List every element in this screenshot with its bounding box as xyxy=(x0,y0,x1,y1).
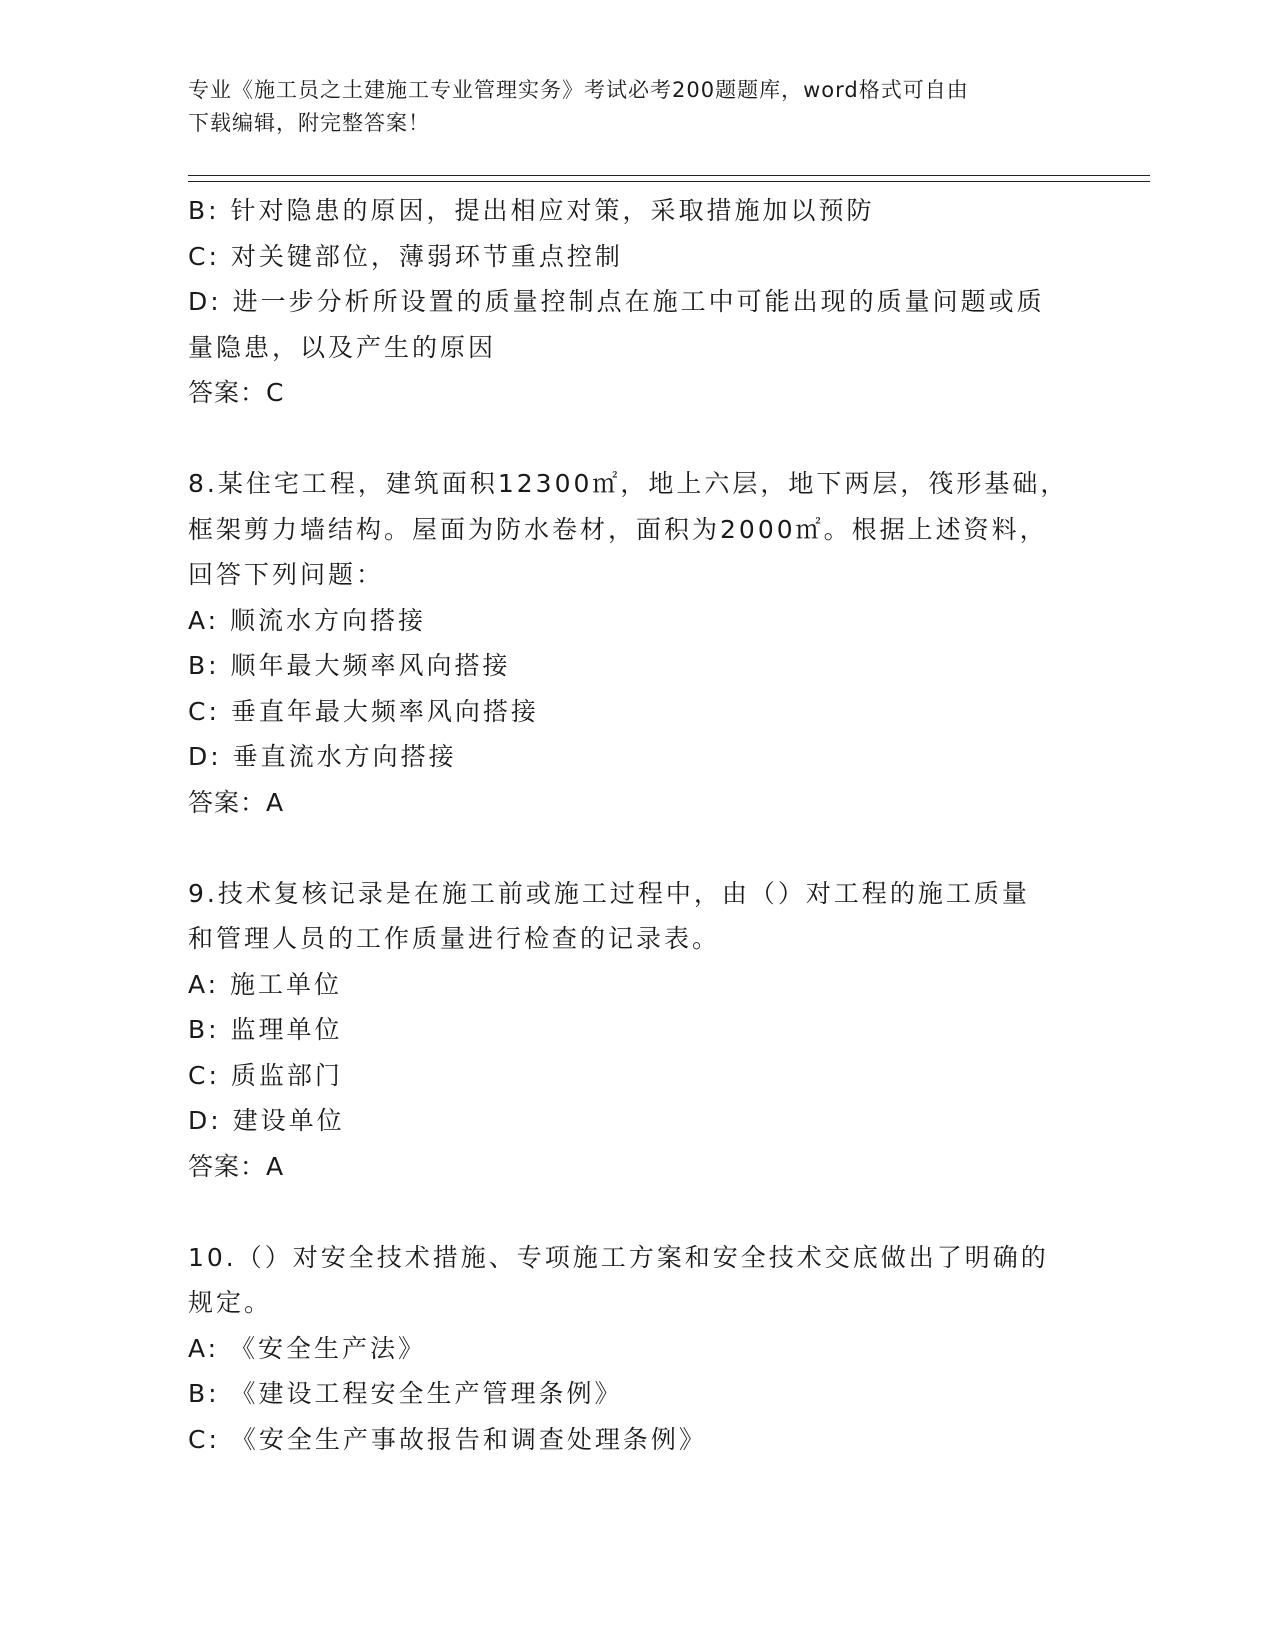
header-rule-top xyxy=(188,175,1150,176)
header-line-1: 专业《施工员之土建施工专业管理实务》考试必考200题题库，word格式可自由 xyxy=(188,78,969,102)
option-c: C: 质监部门 xyxy=(188,1060,343,1090)
question-text-line-1: 9.技术复核记录是在施工前或施工过程中，由（）对工程的施工质量 xyxy=(188,878,1030,908)
spacer xyxy=(188,825,1088,871)
question-list xyxy=(188,188,1088,1462)
spacer xyxy=(188,416,1088,462)
option-a: A: 顺流水方向搭接 xyxy=(188,605,427,635)
question-10 xyxy=(188,1235,1088,1463)
question-text-line-1: 8.某住宅工程，建筑面积12300㎡，地上六层，地下两层，筏形基础， xyxy=(188,469,1069,498)
option-c: C: 对关键部位，薄弱环节重点控制 xyxy=(188,241,623,271)
question-text-line-2: 规定。 xyxy=(188,1288,273,1317)
option-d: D: 建设单位 xyxy=(188,1106,345,1135)
question-text-line-2: 和管理人员的工作质量进行检查的记录表。 xyxy=(188,924,721,953)
option-c: C: 垂直年最大频率风向搭接 xyxy=(188,696,539,726)
spacer xyxy=(188,1189,1088,1235)
option-b: B: 针对隐患的原因，提出相应对策，采取措施加以预防 xyxy=(188,196,875,225)
question-text-line-2: 框架剪力墙结构。屋面为防水卷材，面积为2000㎡。根据上述资料， xyxy=(188,514,1048,544)
option-b: B: 《建设工程安全生产管理条例》 xyxy=(188,1379,623,1408)
question-9 xyxy=(188,871,1088,1190)
header-rule-bottom xyxy=(188,181,1150,182)
option-a: A: 《安全生产法》 xyxy=(188,1333,427,1363)
option-b: B: 监理单位 xyxy=(188,1015,343,1044)
answer: 答案：C xyxy=(188,378,285,407)
question-7-tail xyxy=(188,188,1088,416)
option-d-line-1: D: 进一步分析所设置的质量控制点在施工中可能出现的质量问题或质 xyxy=(188,287,1045,316)
question-text-line-3: 回答下列问题： xyxy=(188,560,385,589)
question-text-line-1: 10.（）对安全技术措施、专项施工方案和安全技术交底做出了明确的 xyxy=(188,1242,1049,1272)
question-8 xyxy=(188,461,1088,825)
option-d-line-2: 量隐患，以及产生的原因 xyxy=(188,332,497,362)
header-line-2: 下载编辑，附完整答案！ xyxy=(188,111,430,135)
option-c: C: 《安全生产事故报告和调查处理条例》 xyxy=(188,1424,707,1454)
option-d: D: 垂直流水方向搭接 xyxy=(188,742,457,771)
document-header xyxy=(188,74,1068,140)
option-a: A: 施工单位 xyxy=(188,969,343,999)
answer: 答案：A xyxy=(188,1151,285,1181)
option-b: B: 顺年最大频率风向搭接 xyxy=(188,651,511,680)
answer: 答案：A xyxy=(188,787,285,817)
